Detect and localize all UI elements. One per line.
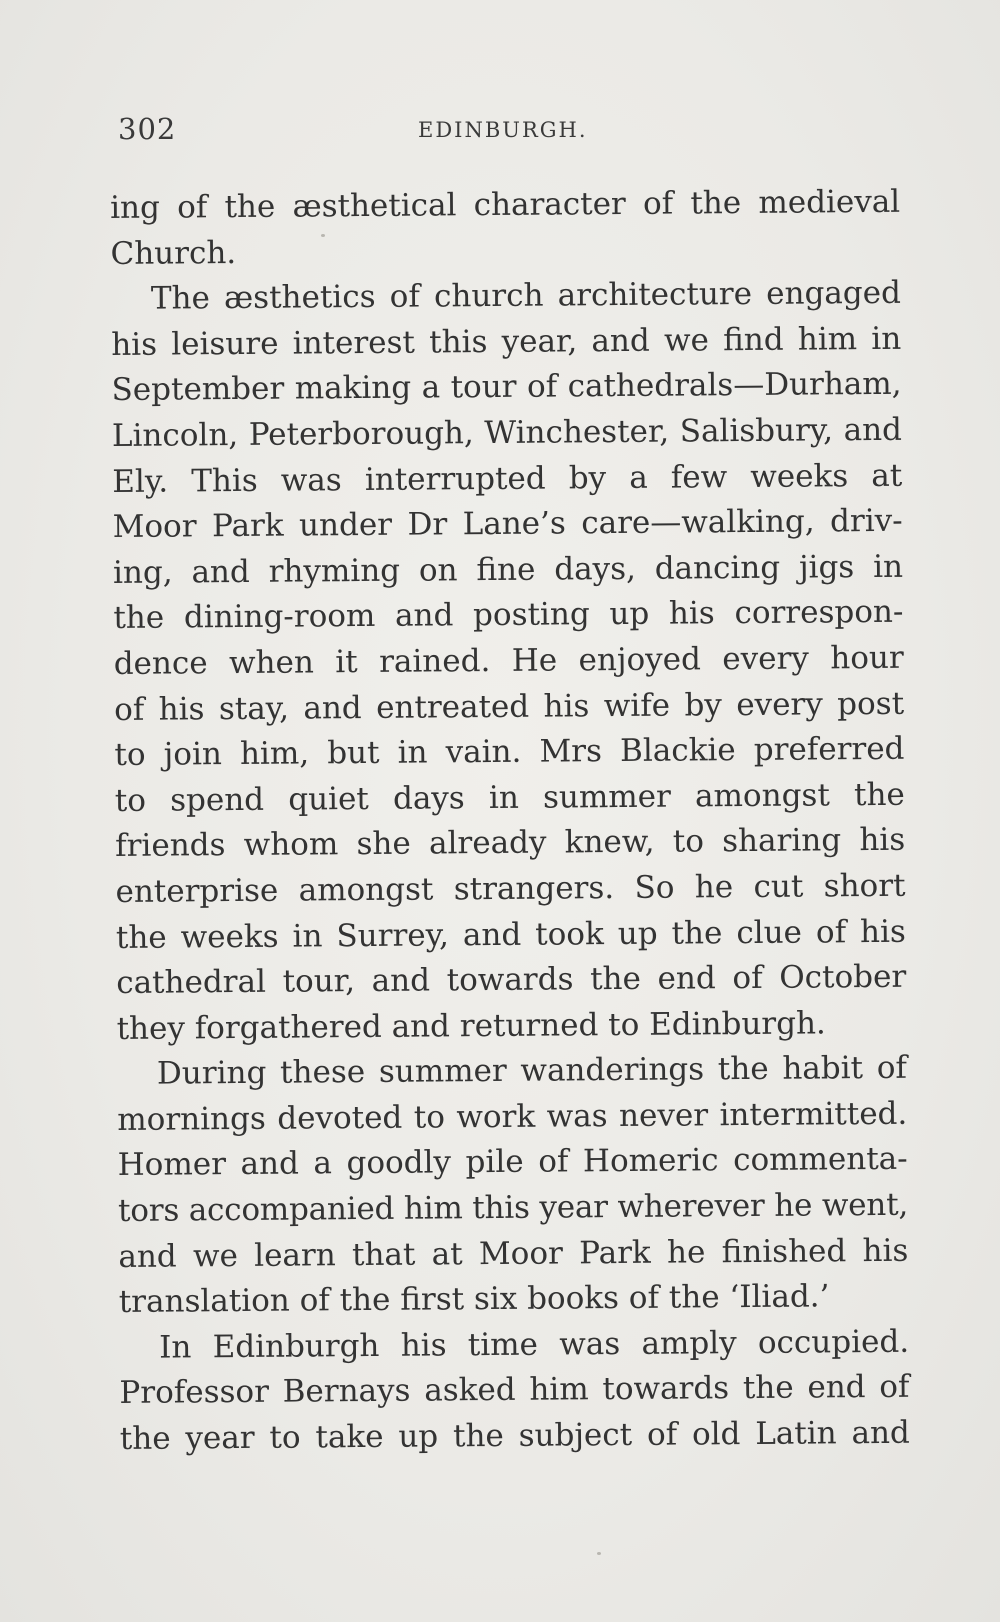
text-line: Lincoln, Peterborough, Winchester, Salisbury, and: [111, 411, 903, 454]
paper-speck: [597, 1552, 601, 1555]
page-number: 302: [118, 112, 177, 146]
text-line: dence when it rained. He enjoyed every hour: [113, 639, 904, 682]
text-line: Professor Bernays asked him towards the end of: [119, 1369, 910, 1412]
running-head: EDINBURGH.: [418, 118, 588, 142]
text-line: In Edinburgh his time was amply occupied.: [158, 1323, 910, 1366]
paragraph-summer-wanderings: [117, 1046, 909, 1326]
text-line: and we learn that at Moor Park he finished his: [118, 1232, 909, 1275]
paper-speck: [321, 234, 325, 237]
text-line: to spend quiet days in summer amongst the: [114, 776, 905, 819]
body-text: [110, 180, 910, 1463]
text-line: friends whom she already knew, to sharing his: [115, 822, 906, 865]
text-line: mornings devoted to work was never intermitted.: [117, 1095, 908, 1138]
text-line: September making a tour of cathedrals—Durham,: [111, 366, 902, 409]
text-line: ing, and rhyming on fine days, dancing jigs in: [112, 548, 904, 591]
text-line: they forgathered and returned to Edinburgh.: [116, 1005, 826, 1047]
text-line: the weeks in Surrey, and took up the clue of his: [115, 913, 907, 956]
text-line: Ely. This was interrupted by a few weeks at: [112, 457, 903, 500]
text-line: Church.: [110, 234, 237, 272]
text-line: Homer and a goodly pile of Homeric commenta-: [117, 1141, 908, 1184]
text-line: of his stay, and entreated his wife by every post: [113, 685, 905, 728]
text-line: The æsthetics of church architecture engaged: [150, 274, 902, 317]
paragraph-continuation: [110, 180, 901, 277]
text-line: During these summer wanderings the habit of: [156, 1050, 908, 1092]
page-header: [118, 112, 900, 152]
paragraph-edinburgh: [119, 1320, 910, 1463]
text-line: to join him, but in vain. Mrs Blackie preferred: [114, 730, 905, 774]
text-line: Moor Park under Dr Lane’s care—walking, driv-: [112, 502, 903, 546]
text-line: the dining-room and posting up his correspon-: [113, 594, 904, 637]
paragraph-cathedral-tour: [111, 271, 907, 1052]
text-line: the year to take up the subject of old Latin and: [119, 1414, 910, 1457]
text-line: translation of the first six books of the ‘Iliad.’: [118, 1278, 830, 1321]
text-line: his leisure interest this year, and we find him in: [111, 320, 902, 363]
text-line: ing of the æsthetical character of the medieval: [110, 183, 901, 226]
text-line: enterprise amongst strangers. So he cut short: [115, 867, 906, 910]
text-line: tors accompanied him this year wherever he went,: [117, 1186, 909, 1230]
text-line: cathedral tour, and towards the end of October: [116, 958, 907, 1002]
